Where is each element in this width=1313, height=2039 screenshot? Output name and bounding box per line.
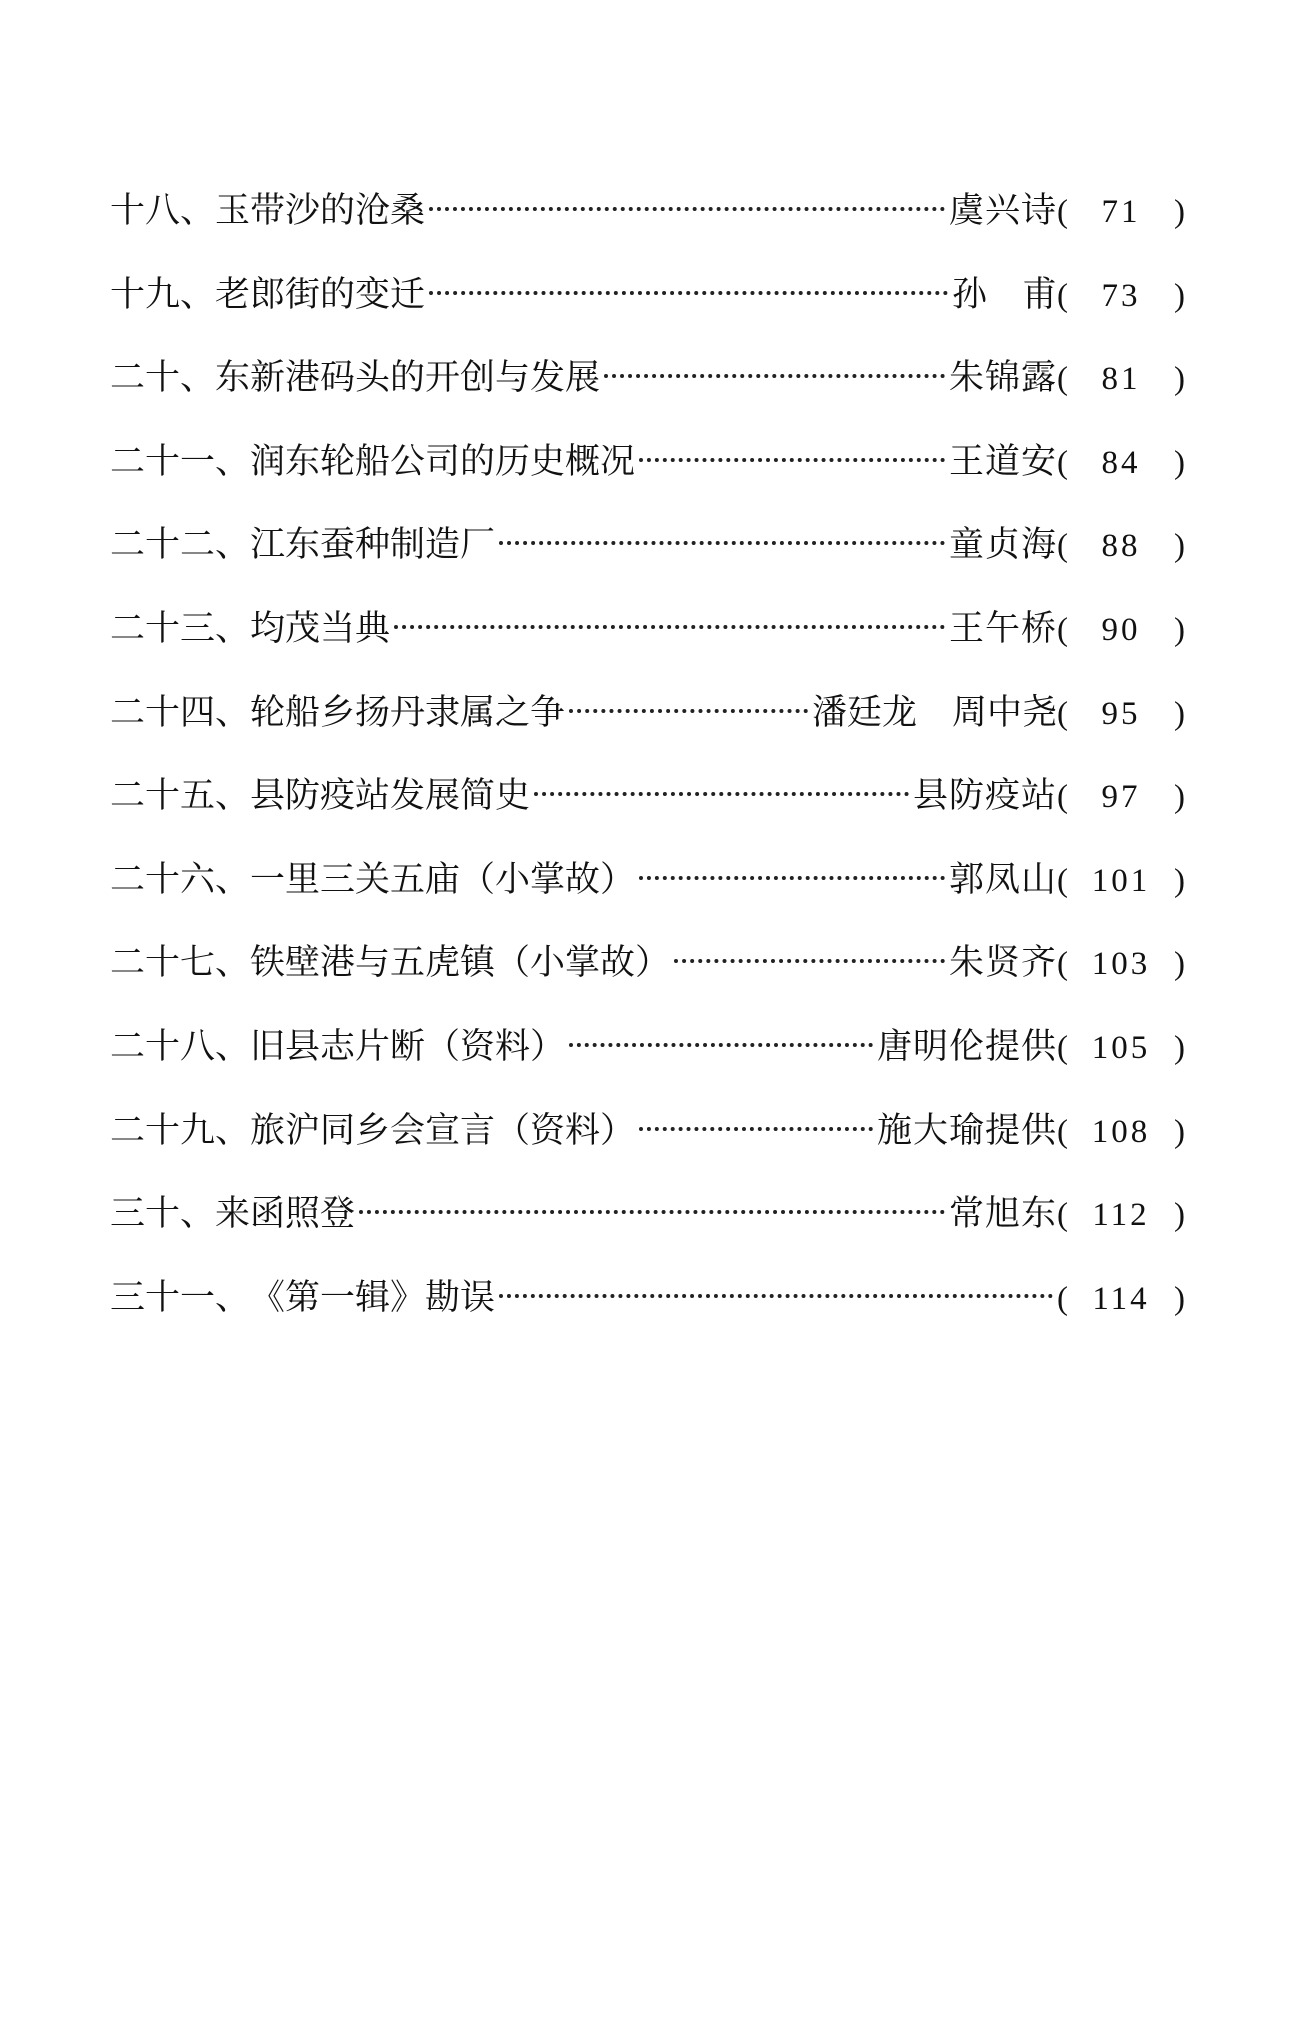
entry-number: 二十三、 [110,608,251,649]
paren-open: ( [1057,862,1068,899]
dot-leader [499,541,945,545]
toc-entry [110,504,1185,588]
entry-author: 常旭东 [948,1194,1057,1235]
paren-close: ) [1174,277,1185,314]
entry-number: 二十四、 [110,692,251,733]
page-number: 108 [1091,1113,1151,1150]
entry-author: 潘廷龙 周中尧 [811,692,1057,733]
toc-entry [110,421,1185,505]
entry-author: 王道安 [948,441,1057,482]
entry-title: 县防疫站发展简史 [250,776,531,817]
entry-author: 孙 甫 [951,274,1057,315]
toc-entry [110,755,1185,839]
dot-leader [429,291,948,295]
entry-page [1057,923,1185,1007]
page-number: 81 [1101,361,1141,398]
entry-page [1057,171,1185,255]
entry-title: 东新港码头的开创与发展 [215,358,601,399]
paren-open: ( [1057,779,1068,816]
page-number: 73 [1101,277,1141,314]
entry-title: 《第一辑》勘误 [250,1277,496,1318]
paren-open: ( [1057,444,1068,481]
paren-open: ( [1057,611,1068,648]
page-number: 97 [1101,779,1141,816]
paren-close: ) [1174,611,1185,648]
toc-entry [110,1173,1185,1257]
entry-author: 施大瑜提供 [876,1110,1057,1151]
entry-title: 一里三关五庙（小掌故） [250,859,636,900]
dot-leader [534,792,909,796]
entry-number: 二十五、 [110,776,251,817]
entry-author: 朱贤齐 [948,943,1057,984]
page-number: 71 [1101,194,1141,230]
entry-number: 二十一、 [110,441,251,482]
dot-leader [499,1294,1053,1298]
entry-author: 王午桥 [948,608,1057,649]
entry-title: 铁壁港与五虎镇（小掌故） [250,943,671,984]
entry-page [1057,1258,1185,1342]
paren-open: ( [1057,1280,1068,1317]
dot-leader [359,1210,945,1214]
entry-author: 虞兴诗 [948,191,1057,231]
entry-title: 润东轮船公司的历史概况 [250,441,636,482]
entry-page [1057,673,1185,757]
dot-leader [569,709,808,713]
toc-entry [110,1090,1185,1174]
toc-entry [110,1006,1185,1090]
entry-page [1057,338,1185,422]
paren-close: ) [1174,862,1185,899]
dot-leader [394,625,945,629]
entry-page [1057,422,1185,506]
entry-author: 县防疫站 [912,776,1057,817]
entry-number: 二十七、 [110,943,251,984]
paren-close: ) [1174,946,1185,983]
paren-close: ) [1174,361,1185,398]
entry-title: 旅沪同乡会宣言（资料） [250,1110,636,1151]
dot-leader [569,1043,873,1047]
dot-leader [639,1127,873,1131]
entry-page [1057,756,1185,840]
table-of-contents [110,170,1185,1340]
page-number: 84 [1101,444,1141,481]
entry-number: 十八、 [110,191,216,231]
page-number: 105 [1091,1029,1151,1066]
entry-page [1057,1007,1185,1091]
entry-page [1057,589,1185,673]
paren-close: ) [1174,1113,1185,1150]
paren-open: ( [1057,695,1068,732]
toc-entry [110,170,1185,254]
paren-close: ) [1174,444,1185,481]
entry-page [1057,505,1185,589]
dot-leader [674,959,945,963]
entry-author: 郭凤山 [948,859,1057,900]
dot-leader [639,876,945,880]
paren-close: ) [1174,1280,1185,1317]
entry-title: 玉带沙的沧桑 [215,191,426,231]
paren-close: ) [1174,779,1185,816]
paren-open: ( [1057,361,1068,398]
entry-number: 二十、 [110,358,216,399]
entry-page [1057,840,1185,924]
entry-number: 二十九、 [110,1110,251,1151]
paren-close: ) [1174,1197,1185,1234]
entry-title: 旧县志片断（资料） [250,1026,566,1067]
entry-number: 十九、 [110,274,216,315]
page-number: 103 [1091,946,1151,983]
toc-entry [110,922,1185,1006]
paren-close: ) [1174,1029,1185,1066]
page-number: 101 [1091,862,1151,899]
paren-open: ( [1057,528,1068,565]
page-number: 114 [1092,1280,1150,1317]
paren-open: ( [1057,277,1068,314]
paren-open: ( [1057,194,1068,230]
entry-title: 江东蚕种制造厂 [250,525,496,566]
entry-author: 朱锦露 [948,358,1057,399]
entry-number: 二十二、 [110,525,251,566]
entry-title: 来函照登 [215,1194,356,1235]
toc-entry [110,337,1185,421]
page-number: 112 [1092,1197,1150,1234]
entry-author: 童贞海 [948,525,1057,566]
entry-number: 二十八、 [110,1026,251,1067]
dot-leader [604,374,945,378]
entry-page [1057,255,1185,339]
entry-page [1057,1091,1185,1175]
entry-title: 均茂当典 [250,608,391,649]
entry-page [1057,1174,1185,1258]
dot-leader [429,207,945,211]
entry-title: 轮船乡扬丹隶属之争 [250,692,566,733]
entry-number: 二十六、 [110,859,251,900]
entry-number: 三十一、 [110,1277,251,1318]
paren-close: ) [1174,695,1185,732]
page-number: 90 [1101,611,1141,648]
paren-close: ) [1174,528,1185,565]
dot-leader [639,458,945,462]
paren-open: ( [1057,1113,1068,1150]
paren-open: ( [1057,946,1068,983]
toc-entry [110,254,1185,338]
toc-entry [110,839,1185,923]
toc-entry [110,588,1185,672]
entry-number: 三十、 [110,1194,216,1235]
toc-entry [110,1257,1185,1341]
paren-open: ( [1057,1029,1068,1066]
entry-title: 老郎街的变迁 [215,274,426,315]
toc-entry [110,672,1185,756]
entry-author: 唐明伦提供 [876,1026,1057,1067]
page-number: 88 [1101,528,1141,565]
paren-close: ) [1174,194,1185,230]
paren-open: ( [1057,1197,1068,1234]
page-number: 95 [1101,695,1141,732]
